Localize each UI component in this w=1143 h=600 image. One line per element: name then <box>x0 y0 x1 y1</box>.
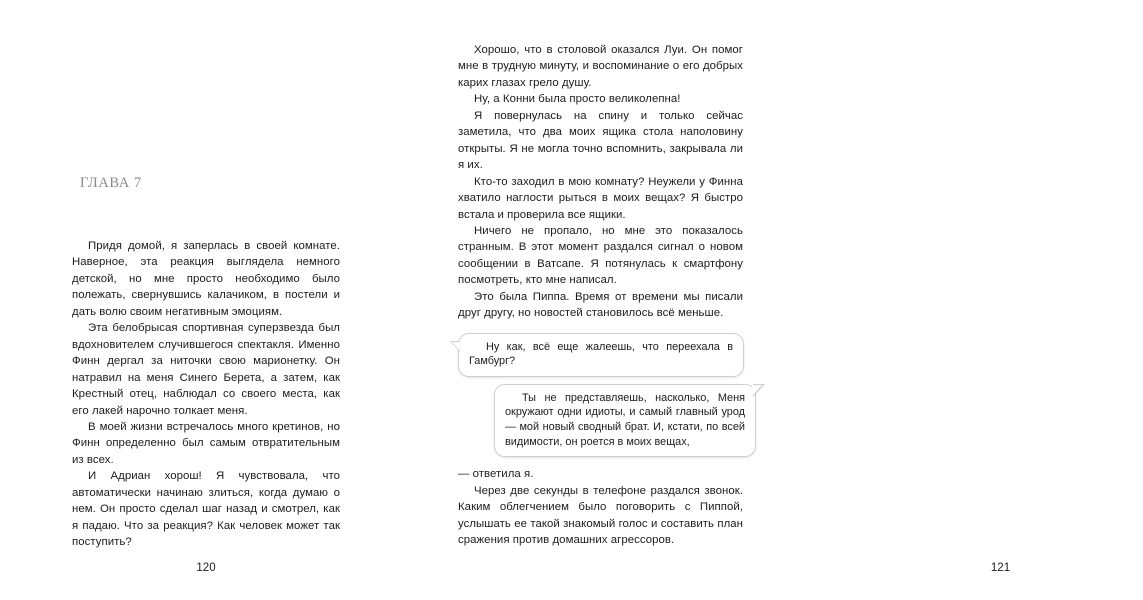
paragraph: Ничего не пропало, но мне это показалось странным. В этот момент раздался сигнал о новом сообщении в Ватсапе. Я потянулась к смартфону посмотреть, кто мне написал. <box>458 224 743 287</box>
bubble-tail-fill-icon <box>452 342 461 352</box>
page-number: 120 <box>196 562 216 574</box>
paragraph: Эта белобрысая спортивная суперзвезда был вдохновителем случившегося спектакля. Именно Финн дергал за ниточки свою марионетку. Он натравил на меня Синего Берета, а затем, как Крестный отец, наблюдал со своего места, как его лакей нарочно толкает меня. <box>72 322 340 417</box>
paragraph: Через две секунды в телефоне раздался звонок. Каким облегчением было поговорить с Пиппой, услышать ее такой знакомый голос и составить план сражения против домашних агрессоров. <box>458 484 743 547</box>
chapter-heading: ГЛАВА 7 <box>80 175 142 191</box>
paragraph: — ответила я. <box>458 468 534 481</box>
paragraph: И Адриан хорош! Я чувствовала, что автоматически начинаю злиться, когда думаю о нем. Он просто сделал шаг назад и смотрел, как я падаю. Что за реакция? Как человек может так поступить? <box>72 470 340 549</box>
paragraph: Ну, а Конни была просто великолепна! <box>474 93 681 106</box>
left-page-text-column <box>72 175 340 551</box>
chat-bubble-outgoing <box>494 384 756 457</box>
chat-message-text: Ты не представляешь, насколько, Меня окружают одни идиоты, и самый главный урод — мой новый сводный брат. И, кстати, по всей видимости, он роется в моих вещах, <box>505 391 745 448</box>
paragraph: Придя домой, я заперлась в своей комнате. Наверное, эта реакция выглядела немного детской, но мне просто необходимо было полежать, свернувшись калачиком, в постели и дать волю своим негативным эмоциям. <box>72 240 340 318</box>
chat-conversation <box>458 333 743 458</box>
chat-message-text: Ну как, всё еще жалеешь, что переехала в Гамбург? <box>469 340 733 368</box>
left-page <box>0 0 400 600</box>
paragraph: В моей жизни встречалось много кретинов, но Финн определенно был самым отвратительным из всех. <box>72 420 340 466</box>
page-number: 121 <box>990 562 1011 574</box>
paragraph: Я повернулась на спину и только сейчас заметила, что два моих ящика стола наполовину открыты. Я не могла точно вспомнить, закрывала ли я их. <box>458 109 743 172</box>
paragraph: Это была Пиппа. Время от времени мы писали друг другу, но новостей становилось всё меньше. <box>458 290 743 320</box>
paragraph: Хорошо, что в столовой оказался Луи. Он помог мне в трудную минуту, и воспоминание о его добрых карих глазах грело душу. <box>458 44 743 89</box>
paragraph: Кто-то заходил в мою комнату? Неужели у Финна хватило наглости рыться в моих вещах? Я быстро встала и проверила все ящики. <box>458 175 743 221</box>
right-page <box>400 0 1011 600</box>
right-page-text-column <box>458 42 743 549</box>
chat-bubble-incoming <box>458 333 744 377</box>
bubble-tail-fill-icon <box>752 385 762 396</box>
chat-spacer <box>458 377 743 384</box>
